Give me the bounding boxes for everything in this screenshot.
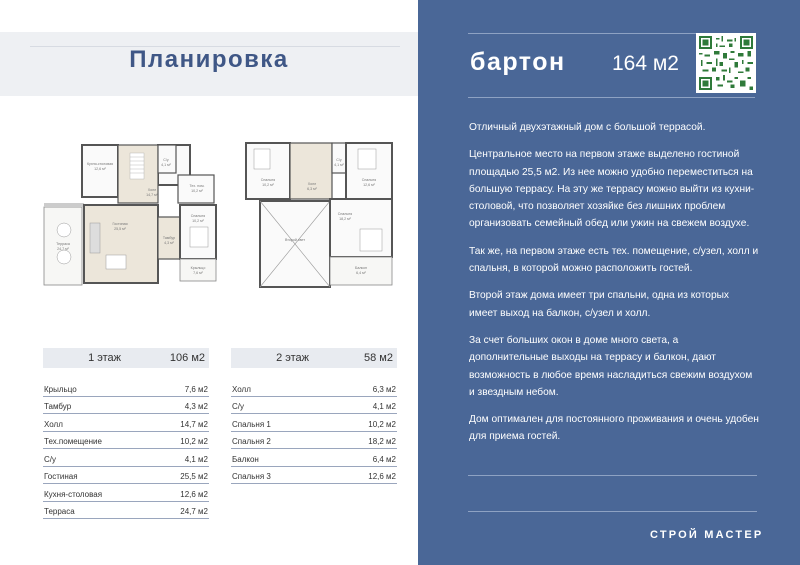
table-row <box>43 379 209 397</box>
table-row <box>43 449 209 467</box>
svg-text:24,7 м²: 24,7 м² <box>57 247 69 251</box>
panel-divider-header <box>468 97 755 98</box>
description-paragraph: Центральное место на первом этаже выделено гостиной площадью 25,5 м2. Из нее можно удобно переместиться на большую террасу. На эту же террасу можно выйти из кухни-столовой, что позволяет хозяйке без лишних проблем организовать семейный обед или ужин на свежем воздухе. <box>469 149 755 230</box>
house-name: бартон <box>470 48 566 76</box>
table-row <box>231 432 397 450</box>
room-area: 18,2 м2 <box>368 437 396 446</box>
svg-text:12,6 м²: 12,6 м² <box>94 167 106 171</box>
room-name: Тамбур <box>44 402 72 411</box>
qr-code-icon[interactable] <box>696 33 756 93</box>
svg-text:Тамбур: Тамбур <box>162 236 176 240</box>
svg-text:4,1 м²: 4,1 м² <box>161 163 171 167</box>
floor2-label: 2 этаж <box>276 352 309 364</box>
room-name: Крыльцо <box>44 384 77 394</box>
room-name: С/у <box>232 402 244 411</box>
room-name: С/у <box>44 454 56 464</box>
svg-text:Балкон: Балкон <box>354 266 368 270</box>
panel-divider <box>468 511 757 512</box>
info-panel <box>418 0 800 565</box>
svg-text:С/у: С/у <box>336 158 342 162</box>
room-area: 24,7 м2 <box>180 507 208 516</box>
table-row <box>43 397 209 415</box>
svg-text:Спальня: Спальня <box>190 214 206 218</box>
table-row <box>43 502 209 520</box>
table-row <box>43 414 209 432</box>
table-row <box>43 484 209 502</box>
room-area: 14,7 м2 <box>180 419 208 429</box>
svg-text:10,2 м²: 10,2 м² <box>192 219 204 223</box>
room-area: 10,2 м2 <box>180 437 208 446</box>
room-name: Спальня 3 <box>232 472 271 481</box>
description <box>469 119 759 456</box>
table-row <box>43 467 209 485</box>
table-row <box>231 379 397 397</box>
description-paragraph: Второй этаж дома имеет три спальни, одна из которых имеет выход на балкон, с/узел и холл. <box>469 290 730 319</box>
svg-text:12,6 м²: 12,6 м² <box>363 183 375 187</box>
svg-text:4,1 м²: 4,1 м² <box>334 163 344 167</box>
room-name: Спальня 2 <box>232 437 271 446</box>
floor1-area: 106 м2 <box>169 352 205 364</box>
svg-text:Терраса: Терраса <box>56 242 70 246</box>
room-name: Кухня-столовая <box>44 489 103 499</box>
svg-text:Крыльцо: Крыльцо <box>190 266 206 270</box>
svg-text:Спальня: Спальня <box>337 212 353 216</box>
floor1-rows <box>43 379 209 519</box>
floor-plans <box>40 135 400 295</box>
panel-divider <box>468 475 757 476</box>
svg-text:Холл: Холл <box>147 188 157 192</box>
room-area: 4,1 м2 <box>372 402 396 411</box>
room-area: 4,1 м2 <box>184 454 208 464</box>
room-area: 10,2 м2 <box>368 419 396 429</box>
company-name: СТРОЙ МАСТЕР <box>650 529 764 541</box>
svg-text:Второй свет: Второй свет <box>284 238 306 242</box>
svg-text:Холл: Холл <box>307 182 317 186</box>
table-row <box>231 467 397 485</box>
second-floor-plan <box>246 143 392 287</box>
svg-text:6,3 м²: 6,3 м² <box>307 187 317 191</box>
floor2-area: 58 м2 <box>364 352 393 364</box>
room-area: 6,3 м2 <box>372 384 396 394</box>
svg-text:14,7 м²: 14,7 м² <box>146 193 158 197</box>
room-area: 12,6 м2 <box>180 489 208 499</box>
floor1-header <box>43 348 209 368</box>
room-name: Холл <box>232 384 251 394</box>
svg-text:Кухня-столовая: Кухня-столовая <box>86 162 114 166</box>
description-paragraph: Отличный двухэтажный дом с большой террасой. <box>469 122 706 133</box>
svg-text:Спальня: Спальня <box>260 178 276 182</box>
svg-text:18,2 м²: 18,2 м² <box>339 217 351 221</box>
svg-text:6,4 м²: 6,4 м² <box>356 271 366 275</box>
table-row <box>43 432 209 450</box>
room-area: 4,3 м2 <box>184 402 208 411</box>
svg-text:25,5 м²: 25,5 м² <box>114 227 126 231</box>
svg-text:Спальня: Спальня <box>361 178 377 182</box>
svg-text:7,6 м²: 7,6 м² <box>193 271 203 275</box>
room-area: 7,6 м2 <box>184 384 208 394</box>
room-name: Холл <box>44 419 63 429</box>
svg-text:Гостиная: Гостиная <box>112 222 128 226</box>
description-paragraph: За счет больших окон в доме много света, а дополнительные выходы на террасу и балкон, дают возможность в любое время насладиться свежим воздухом и звездным небом. <box>469 334 753 398</box>
floor2-header <box>231 348 397 368</box>
house-area: 164 м2 <box>612 52 679 75</box>
table-row <box>231 449 397 467</box>
room-name: Тех.помещение <box>44 437 102 446</box>
floor2-rows <box>231 379 397 484</box>
room-name: Гостиная <box>44 472 78 481</box>
svg-text:10,2 м²: 10,2 м² <box>191 189 203 193</box>
svg-text:С/у: С/у <box>163 158 169 162</box>
room-name: Балкон <box>232 454 259 464</box>
svg-text:10,2 м²: 10,2 м² <box>262 183 274 187</box>
floor1-label: 1 этаж <box>88 352 121 364</box>
description-paragraph: Так же, на первом этаже есть тех. помещение, с/узел, холл и спальня, в которой можно расположить гостей. <box>469 245 759 275</box>
page-title: Планировка <box>129 46 289 73</box>
svg-text:4,3 м²: 4,3 м² <box>164 241 174 245</box>
floor1-table <box>43 348 209 519</box>
first-floor-plan <box>44 145 216 285</box>
svg-text:Тех. пом.: Тех. пом. <box>189 184 205 188</box>
floor2-table <box>231 348 397 484</box>
room-area: 25,5 м2 <box>180 472 208 481</box>
room-name: Спальня 1 <box>232 419 271 429</box>
table-row <box>231 414 397 432</box>
table-row <box>231 397 397 415</box>
room-name: Терраса <box>44 507 75 516</box>
room-area: 12,6 м2 <box>368 472 396 481</box>
description-paragraph: Дом оптимален для постоянного проживания и очень удобен для приема гостей. <box>469 414 759 443</box>
room-area: 6,4 м2 <box>372 454 396 464</box>
